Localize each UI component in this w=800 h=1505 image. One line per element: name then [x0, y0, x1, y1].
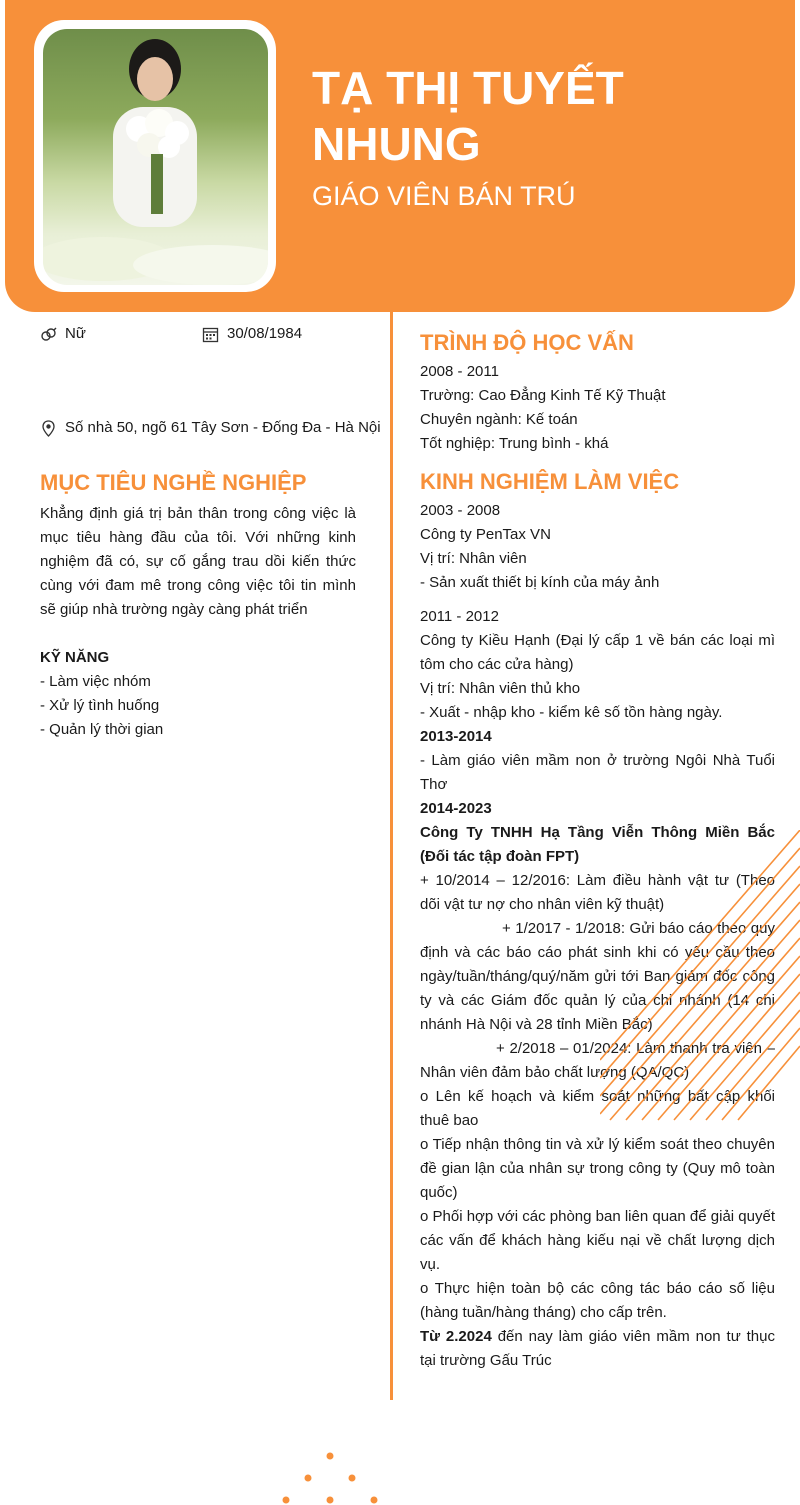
job1-desc: - Sản xuất thiết bị kính của máy ảnh: [420, 574, 660, 591]
job2-company: Công ty Kiều Hạnh (Đại lý cấp 1 về bán các loại mì tôm cho các cửa hàng): [420, 632, 775, 673]
skills-title: KỸ NĂNG: [40, 649, 110, 666]
job2-years: 2011 - 2012: [420, 608, 499, 625]
profile-photo: [43, 29, 268, 285]
job5-text: [420, 1325, 775, 1373]
objective-title: MỤC TIÊU NGHỀ NGHIỆP: [40, 470, 307, 495]
birthday-value: 30/08/1984: [227, 325, 303, 342]
skills-section: [40, 646, 356, 742]
education-section: [420, 360, 775, 456]
address-value: Số nhà 50, ngõ 61 Tây Sơn - Đống Đa - Hà Nội: [65, 419, 381, 436]
job4-bullet1: o Lên kế hoạch và kiểm soát những bất cập khối thuê bao: [420, 1088, 775, 1129]
education-grade: Tốt nghiệp: Trung bình - khá: [420, 435, 609, 452]
experience-title: KINH NGHIỆM LÀM VIỆC: [420, 469, 680, 494]
job4-bullet3: o Phối hợp với các phòng ban liên quan để giải quyết các vấn để khách hàng kiếu nại về chất lượng dịch vụ.: [420, 1208, 775, 1273]
job4-line1: + 10/2014 – 12/2016: Làm điều hành vật tư (Theo dõi vật tư nợ cho nhân viên kỹ thuật): [420, 872, 775, 913]
job5-years: Từ 2.2024: [420, 1328, 492, 1345]
job-title: GIÁO VIÊN BÁN TRÚ: [312, 181, 576, 211]
job4-years: 2014-2023: [420, 800, 492, 817]
candidate-name: TẠ THỊ TUYẾT NHUNG: [312, 62, 624, 170]
education-school: Trường: Cao Đẳng Kinh Tế Kỹ Thuật: [420, 387, 666, 404]
profile-photo-illustration: [43, 29, 268, 285]
objective-section: [40, 502, 356, 622]
job2-position: Vị trí: Nhân viên thủ kho: [420, 680, 581, 697]
job3-desc: - Làm giáo viên mầm non ở trường Ngôi Nhà Tuổi Thơ: [420, 752, 775, 793]
calendar-icon: [202, 326, 219, 343]
job-entry-2: [420, 605, 775, 725]
skill-item: - Xử lý tình huống: [40, 697, 160, 714]
gender-value: Nữ: [65, 325, 86, 342]
birthday-row: [202, 323, 302, 345]
job4-line3: + 2/2018 – 01/2024: Làm thanh tra viên – Nhân viên đảm bảo chất lượng (QA/QC): [420, 1040, 775, 1081]
job1-position: Vị trí: Nhân viên: [420, 550, 527, 567]
education-years: 2008 - 2011: [420, 363, 499, 380]
job4-line2: + 1/2017 - 1/2018: Gửi báo cáo theo quy định và các báo cáo phát sinh khi có yêu cầu theo ngày/tuần/tháng/quý/năm gửi tới Ban giám đốc công ty và các Giám đốc quản lý của chi nhánh (14 chi nhánh Hà Nội và 28 tỉnh Miền Bắc): [420, 920, 775, 1033]
skill-item: - Quản lý thời gian: [40, 721, 164, 738]
decorative-stripes: [600, 830, 800, 1130]
education-title: TRÌNH ĐỘ HỌC VẤN: [420, 330, 634, 355]
job-entry-1: [420, 499, 775, 595]
job3-years: 2013-2014: [420, 728, 492, 745]
skills-list: [40, 670, 356, 742]
job4-bullet4: o Thực hiện toàn bộ các công tác báo cáo số liệu (hàng tuần/hàng tháng) cho cấp trên.: [420, 1280, 775, 1321]
job2-desc: - Xuất - nhập kho - kiểm kê số tồn hàng ngày.: [420, 704, 723, 721]
job4-bullet2: o Tiếp nhận thông tin và xử lý kiểm soát theo chuyên đề gian lận của nhân sự trong công ty (Quy mô toàn quốc): [420, 1136, 775, 1201]
objective-text: Khẳng định giá trị bản thân trong công việc là mục tiêu hàng đầu của tôi. Với những kinh nghiệm đã có, sự cố gắng trau dồi kiến thức cùng với đam mê trong công việc tôi tin mình sẽ giúp nhà trường ngày càng phát triển: [40, 505, 356, 618]
address-row: [40, 417, 381, 439]
job-entry-5: [420, 1325, 775, 1373]
job4-company: Công Ty TNHH Hạ Tầng Viễn Thông Miền Bắc (Đối tác tập đoàn FPT): [420, 824, 775, 865]
location-pin-icon: [40, 420, 57, 437]
education-major: Chuyên ngành: Kế toán: [420, 411, 578, 428]
decorative-dots: [280, 1450, 390, 1505]
skill-item: - Làm việc nhóm: [40, 673, 151, 690]
gender-row: [40, 323, 86, 345]
job1-company: Công ty PenTax VN: [420, 526, 551, 543]
column-divider: [390, 312, 393, 1400]
job-entry-3: [420, 725, 775, 797]
job5-desc: đến nay làm giáo viên mầm non tư thục tại trường Gấu Trúc: [420, 1328, 775, 1369]
gender-icon: [40, 326, 57, 343]
job1-years: 2003 - 2008: [420, 502, 501, 519]
